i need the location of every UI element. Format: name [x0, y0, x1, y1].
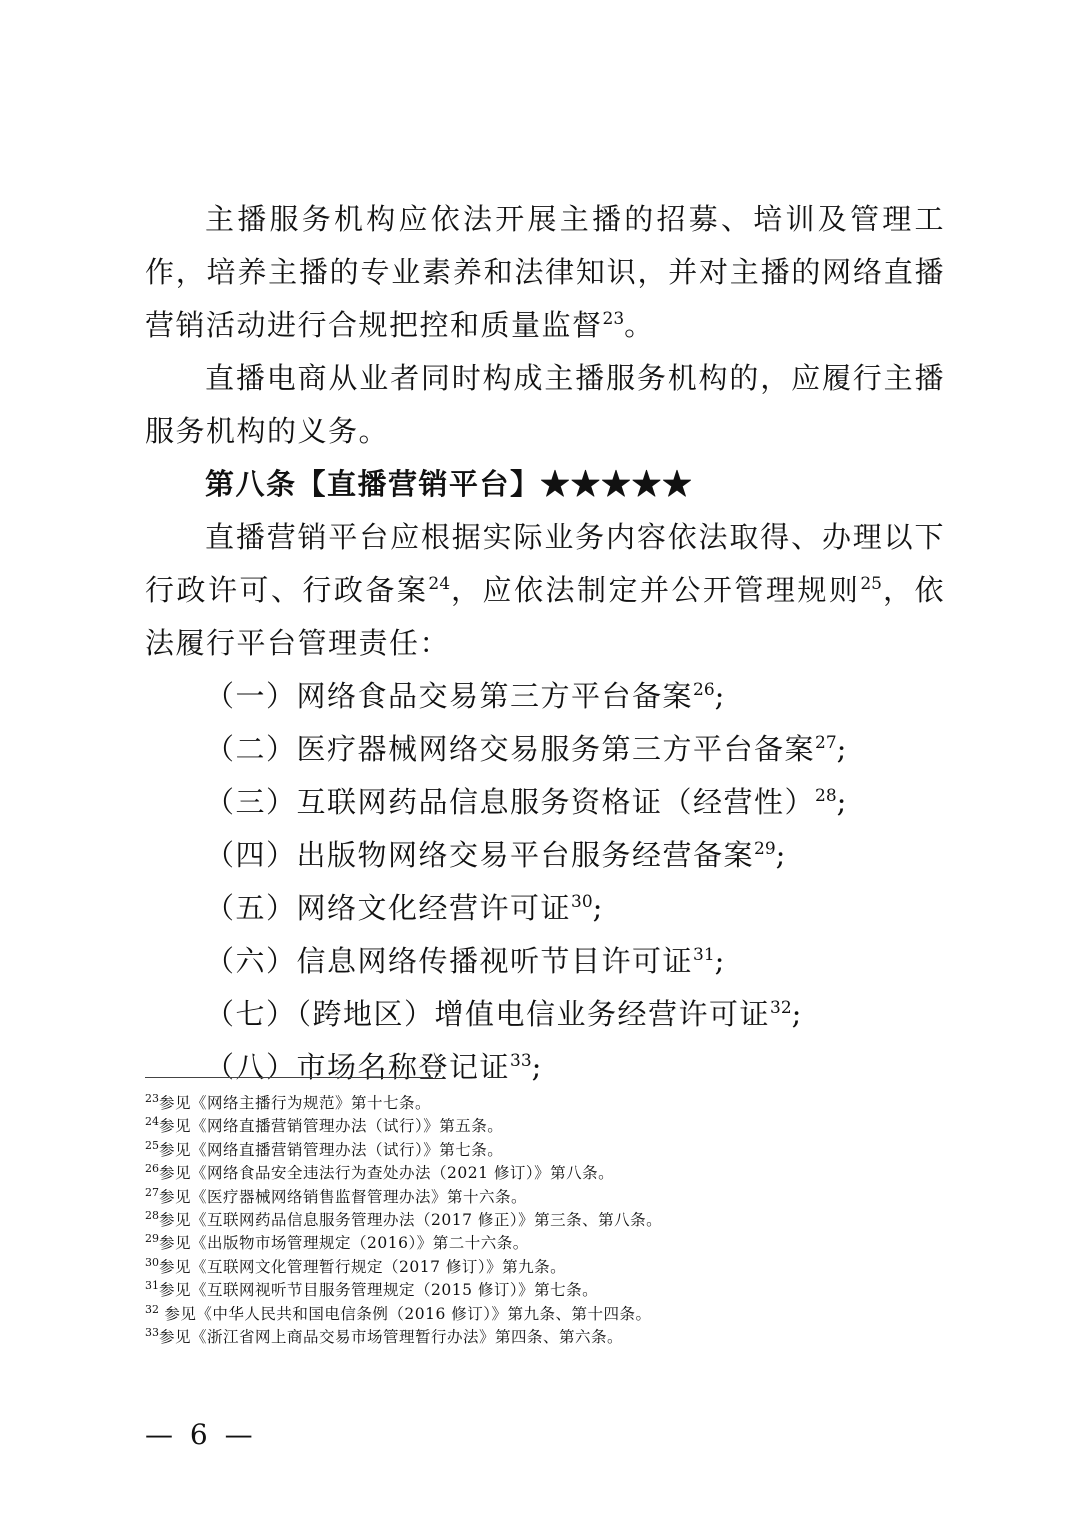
- list-item: [145, 723, 945, 776]
- footnote: [145, 1162, 945, 1185]
- footnote-ref[interactable]: 23: [602, 309, 625, 329]
- footnote-number: 33: [145, 1326, 159, 1340]
- footnote-number: 24: [145, 1115, 159, 1129]
- star-rating: ★★★★★: [540, 467, 694, 501]
- list-label: （二）: [205, 732, 297, 766]
- paragraph-dual-role: 直播电商从业者同时构成主播服务机构的，应履行主播服务机构的义务。: [145, 361, 945, 448]
- footnote-number: 25: [145, 1138, 159, 1152]
- list-label: （四）: [205, 838, 297, 872]
- footnote-text: 参见《互联网文化管理暂行规定（2017 修订）》第九条。: [159, 1257, 567, 1276]
- list-label: （三）: [205, 785, 297, 819]
- footnote-text: 参见《出版物市场管理规定（2016）》第二十六条。: [159, 1234, 529, 1253]
- list-label: （七）: [205, 997, 297, 1031]
- list-item: [145, 776, 945, 829]
- page-number: — 6 —: [145, 1418, 257, 1451]
- list-text: （跨地区）增值电信业务经营许可证: [296, 997, 771, 1031]
- footnote-ref[interactable]: 24: [428, 574, 451, 594]
- list-end: ;: [592, 891, 604, 925]
- list-end: ;: [791, 997, 803, 1031]
- footnote-ref[interactable]: 26: [693, 680, 715, 700]
- list-item: [145, 882, 945, 935]
- footnote-text: 参见《网络主播行为规范》第十七条。: [159, 1094, 432, 1112]
- paragraph-text: 直播营销平台应根据实际业务内容依法取得、办理以下行政许可、行政备案: [145, 520, 945, 607]
- list-text: 网络食品交易第三方平台备案: [296, 679, 694, 713]
- footnote-number: 30: [145, 1255, 159, 1269]
- footnote-ref[interactable]: 33: [510, 1051, 532, 1071]
- footnote-text: 参见《互联网视听节目服务管理规定（2015 修订）》第七条。: [159, 1281, 599, 1300]
- footnote-ref[interactable]: 25: [860, 574, 882, 594]
- footnote-number: 31: [145, 1279, 159, 1293]
- footnote-divider: [145, 1077, 433, 1078]
- article-title: 第八条【直播营销平台】: [205, 467, 541, 501]
- list-label: （八）: [205, 1050, 297, 1084]
- article-heading: [145, 458, 945, 511]
- footnote-text: 参见《网络食品安全违法行为查处办法（2021 修订）》第八条。: [159, 1164, 615, 1183]
- footnote-number: 26: [145, 1162, 159, 1176]
- footnote: [145, 1303, 945, 1326]
- list-label: （一）: [205, 679, 297, 713]
- footnote: [145, 1092, 945, 1115]
- license-list: [145, 670, 945, 1094]
- list-item: [145, 1041, 945, 1094]
- footnote-text: 参见《互联网药品信息服务管理办法（2017 修正）》第三条、第八条。: [159, 1211, 663, 1230]
- list-end: ;: [836, 732, 848, 766]
- list-label: （六）: [205, 944, 297, 978]
- footnote-text: 参见《网络直播营销管理办法（试行）》第五条。: [159, 1117, 504, 1136]
- list-text: 医疗器械网络交易服务第三方平台备案: [296, 732, 816, 766]
- list-text: 信息网络传播视听节目许可证: [296, 944, 694, 978]
- list-text: 市场名称登记证: [296, 1050, 511, 1084]
- footnote-ref[interactable]: 32: [770, 998, 792, 1018]
- footnote-number: 29: [145, 1232, 159, 1246]
- footnote-number: 28: [145, 1209, 159, 1223]
- list-text: 出版物网络交易平台服务经营备案: [296, 838, 755, 872]
- footnote: [145, 1186, 945, 1209]
- list-text: 网络文化经营许可证: [296, 891, 572, 925]
- footnote: [145, 1326, 945, 1349]
- footnote-ref[interactable]: 31: [693, 945, 715, 965]
- footnote: [145, 1232, 945, 1255]
- list-end: ;: [531, 1050, 543, 1084]
- footnote: [145, 1256, 945, 1279]
- paragraph-anchor-agency: [145, 193, 945, 352]
- list-end: ;: [714, 679, 726, 713]
- list-item: [145, 988, 945, 1041]
- footnote-text: 参见《中华人民共和国电信条例（2016 修订）》第九条、第十四条。: [159, 1304, 652, 1323]
- footnote-ref[interactable]: 28: [815, 786, 837, 806]
- list-item: [145, 670, 945, 723]
- footnotes: [145, 1092, 945, 1349]
- footnote-number: 27: [145, 1185, 159, 1199]
- list-end: ;: [714, 944, 726, 978]
- paragraph-platform-duty: [145, 511, 945, 670]
- footnote-text: 参见《浙江省网上商品交易市场管理暂行办法》第四条、第六条。: [159, 1328, 624, 1347]
- list-label: （五）: [205, 891, 297, 925]
- footnote: [145, 1139, 945, 1162]
- list-item: [145, 935, 945, 988]
- footnote-number: 32: [145, 1302, 159, 1316]
- footnote: [145, 1115, 945, 1138]
- paragraph-end: 。: [624, 308, 655, 342]
- paragraph-text: ，应依法制定并公开管理规则: [450, 573, 861, 607]
- footnote-number: 23: [145, 1092, 159, 1105]
- list-item: [145, 829, 945, 882]
- footnote: [145, 1279, 945, 1302]
- footnote-text: 参见《医疗器械网络销售监督管理办法》第十六条。: [159, 1187, 528, 1206]
- footnote-ref[interactable]: 30: [571, 892, 593, 912]
- footnote: [145, 1209, 945, 1232]
- list-text: 互联网药品信息服务资格证（经营性）: [296, 785, 816, 819]
- list-end: ;: [775, 838, 787, 872]
- footnote-ref[interactable]: 27: [815, 733, 837, 753]
- paragraph-text: ，依法履行平台管理责任：: [145, 573, 945, 660]
- paragraph-text: 主播服务机构应依法开展主播的招募、培训及管理工作，培养主播的专业素养和法律知识，并对主播的网络直播营销活动进行合规把控和质量监督: [145, 202, 945, 342]
- footnote-text: 参见《网络直播营销管理办法（试行）》第七条。: [159, 1140, 504, 1159]
- main-body: [145, 193, 945, 1094]
- footnote-ref[interactable]: 29: [754, 839, 776, 859]
- list-end: ;: [836, 785, 848, 819]
